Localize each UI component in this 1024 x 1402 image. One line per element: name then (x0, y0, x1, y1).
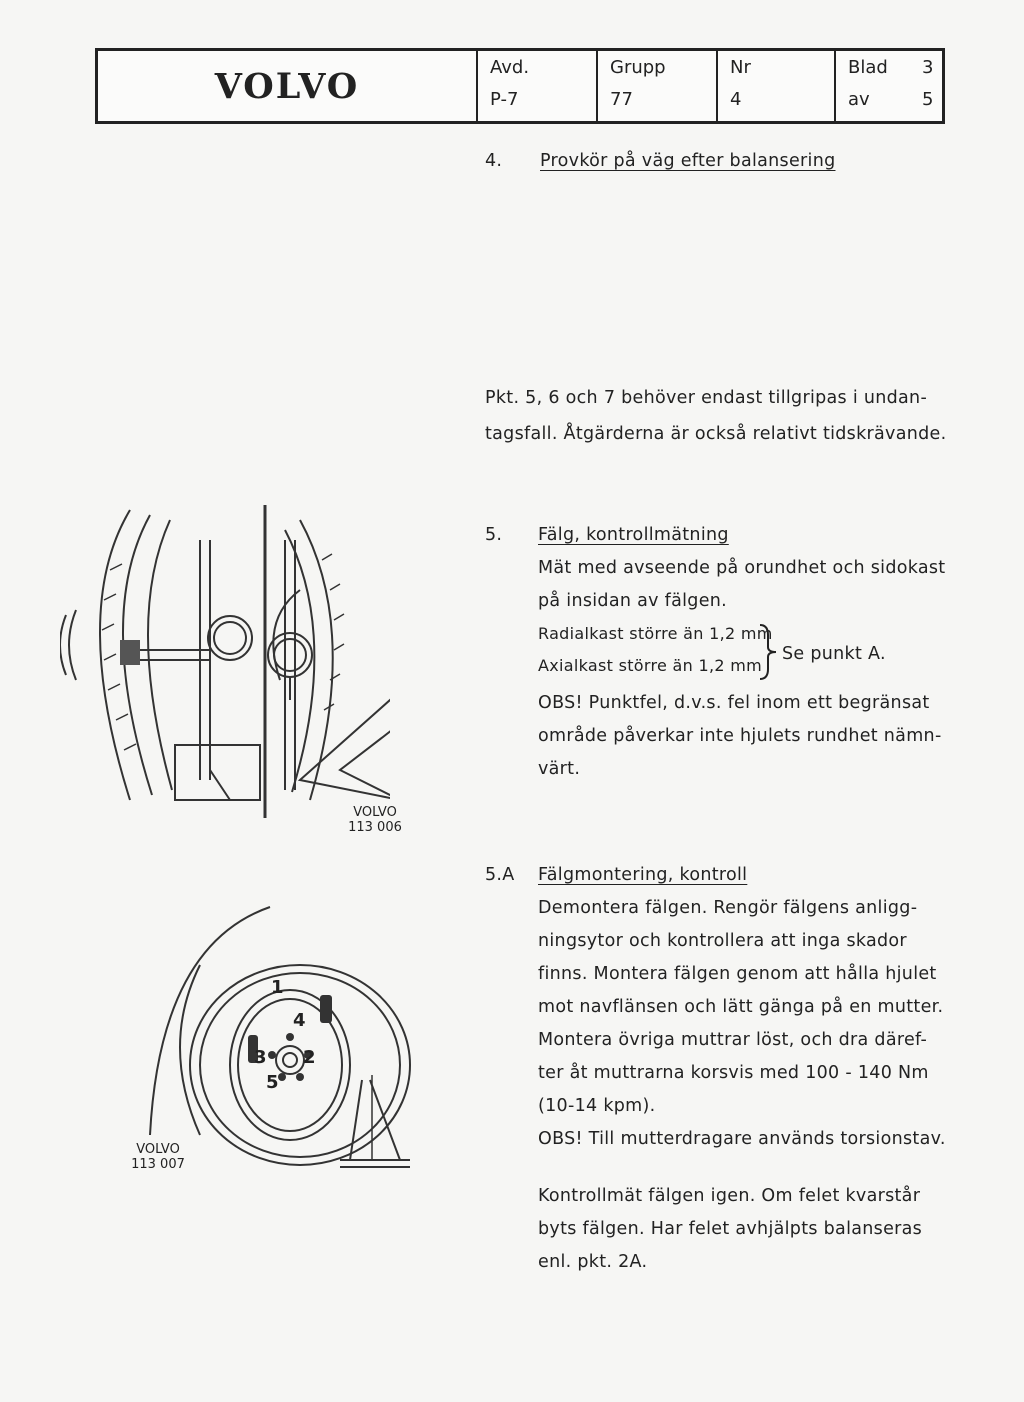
figure1-caption-brand: VOLVO (353, 805, 397, 820)
section5a-line-5: Montera övriga muttrar löst, och dra däref- (538, 1030, 928, 1050)
grupp-label: Grupp (610, 57, 666, 78)
section5-number: 5. (485, 525, 503, 545)
section5a-line-3: finns. Montera fälgen genom att hålla hjulet (538, 964, 937, 984)
section5-obs-1: OBS! Punktfel, d.v.s. fel inom ett begränsat (538, 693, 930, 713)
section5-obs-2: område påverkar inte hjulets rundhet nämn- (538, 726, 942, 746)
section5-line-1: Mät med avseende på orundhet och sidokast (538, 558, 946, 578)
blad-cell (834, 51, 942, 121)
figure2-caption (128, 1142, 188, 1172)
section4-number: 4. (485, 151, 503, 171)
grupp-cell (596, 51, 716, 121)
avd-cell (476, 51, 596, 121)
se-punkt-text: Se punkt A. (782, 644, 886, 664)
volvo-logo: VOLVO (214, 65, 360, 107)
section5a-line-7: (10-14 kpm). (538, 1096, 656, 1116)
axial-runout-text: Axialkast större än 1,2 mm (538, 656, 762, 675)
av-value: 5 (922, 89, 934, 110)
section5a-title: Fälgmontering, kontroll (538, 865, 748, 885)
intro-line-1: Pkt. 5, 6 och 7 behöver endast tillgripas i undan- (485, 388, 928, 408)
document-header (95, 48, 945, 124)
wheel-mounting-illustration (140, 905, 440, 1175)
section5-title: Fälg, kontrollmätning (538, 525, 729, 545)
figure2-caption-number: 113 007 (131, 1157, 185, 1172)
figure1-caption (345, 805, 405, 835)
final-line-1: Kontrollmät fälgen igen. Om felet kvarstår (538, 1186, 921, 1206)
nr-value: 4 (730, 89, 742, 110)
intro-line-2: tagsfall. Åtgärderna är också relativt tidskrävande. (485, 424, 947, 444)
section5a-line-8: OBS! Till mutterdragare används torsionstav. (538, 1129, 946, 1149)
section5a-line-2: ningsytor och kontrollera att inga skador (538, 931, 907, 951)
nr-cell (716, 51, 834, 121)
section5a-line-6: ter åt muttrarna korsvis med 100 - 140 Nm (538, 1063, 929, 1083)
section4-title: Provkör på väg efter balansering (540, 151, 836, 171)
section5-obs-3: värt. (538, 759, 581, 779)
brace-icon (756, 623, 780, 681)
nut-label-1: 1 (271, 977, 284, 998)
avd-value: P-7 (490, 89, 519, 110)
section5a-number: 5.A (485, 865, 515, 885)
nr-label: Nr (730, 57, 751, 78)
final-line-3: enl. pkt. 2A. (538, 1252, 648, 1272)
figure2-caption-brand: VOLVO (136, 1142, 180, 1157)
blad-label: Blad (848, 57, 888, 78)
nut-label-2: 2 (303, 1047, 316, 1068)
nut-label-5: 5 (266, 1072, 279, 1093)
section5-line-2: på insidan av fälgen. (538, 591, 728, 611)
section5a-line-1: Demontera fälgen. Rengör fälgens anligg- (538, 898, 918, 918)
radial-runout-text: Radialkast större än 1,2 mm (538, 624, 773, 643)
section5a-line-4: mot navflänsen och lätt gänga på en mutter. (538, 997, 944, 1017)
nut-label-4: 4 (293, 1010, 306, 1031)
av-label: av (848, 89, 870, 110)
nut-label-3: 3 (254, 1047, 267, 1068)
grupp-value: 77 (610, 89, 633, 110)
figure1-caption-number: 113 006 (348, 820, 402, 835)
final-line-2: byts fälgen. Har felet avhjälpts balanseras (538, 1219, 923, 1239)
blad-value: 3 (922, 57, 934, 78)
avd-label: Avd. (490, 57, 530, 78)
rim-measurement-illustration (60, 500, 390, 820)
